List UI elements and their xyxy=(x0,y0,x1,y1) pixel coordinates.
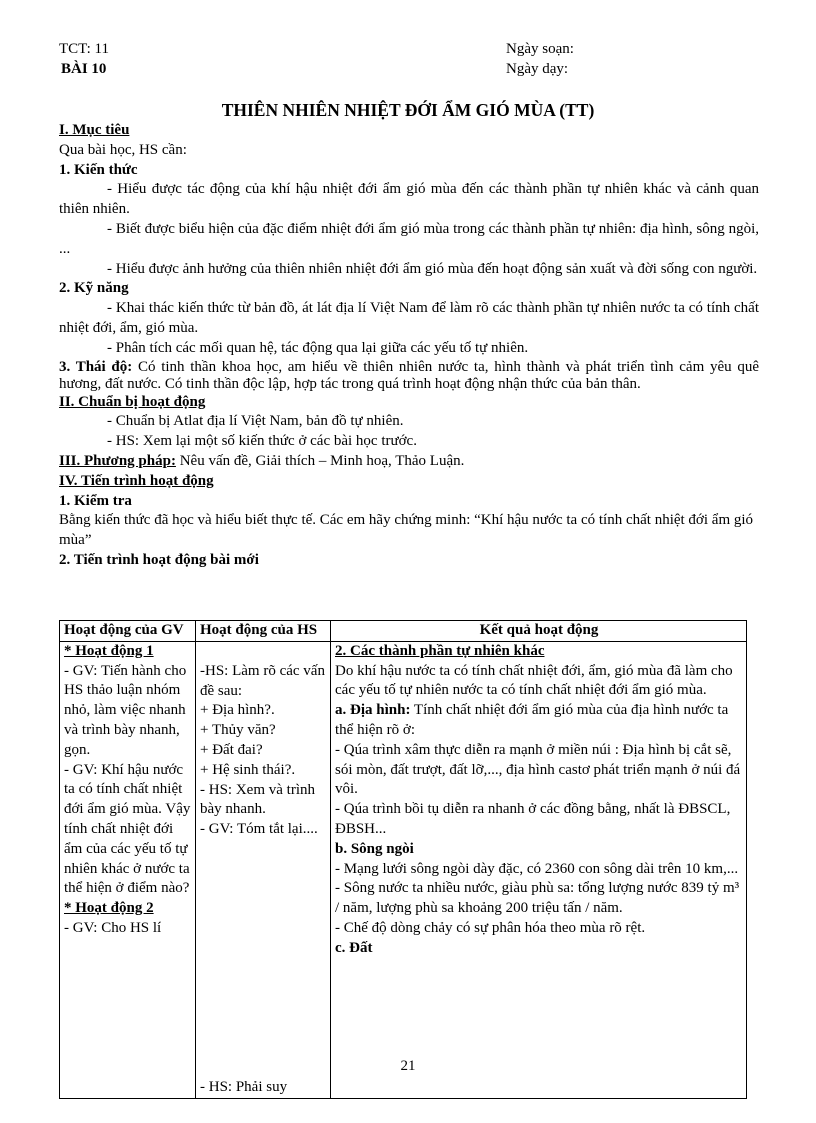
hs-item: + Thủy văn? xyxy=(200,722,276,739)
knowledge-heading: 1. Kiến thức xyxy=(59,161,138,178)
hs-item: + Đất đai? xyxy=(200,741,263,758)
terrain-text: Tính chất nhiệt đới ẩm gió mùa của địa hình nước ta thể hiện rõ ở: xyxy=(335,702,729,738)
rivers-heading: b. Sông ngòi xyxy=(335,840,414,857)
methods-text: Nêu vấn đề, Giải thích – Minh hoạ, Thảo Luận. xyxy=(175,452,465,469)
hs-think: - HS: Phải suy xyxy=(200,1078,288,1095)
attitude-label: 3. Thái độ: xyxy=(59,358,133,375)
process-heading: IV. Tiến trình hoạt động xyxy=(59,472,214,489)
rivers-item: - Chế độ dòng chảy có sự phân hóa theo mùa rõ rệt. xyxy=(335,919,646,936)
results-heading: 2. Các thành phần tự nhiên khác xyxy=(335,642,545,659)
tct-label: TCT: 11 xyxy=(59,41,109,57)
activity-table xyxy=(59,620,747,1099)
knowledge-item: - Hiểu được tác động của khí hậu nhiệt đới ẩm gió mùa đến các thành phần tự nhiên khác và cảnh quan thiên nhiên. xyxy=(59,181,759,218)
table-header-row xyxy=(60,621,747,642)
hs-intro: -HS: Làm rõ các vấn đề sau: xyxy=(200,662,325,699)
check-text: Bằng kiến thức đã học và hiểu biết thực tế. Các em hãy chứng minh: “Khí hậu nước ta có tính chất nhiệt đới ẩm gió mùa” xyxy=(59,512,754,549)
hs-cell xyxy=(196,641,331,1098)
hs-summary: - GV: Tóm tắt lại.... xyxy=(200,821,318,838)
document-body xyxy=(59,121,759,571)
terrain-paragraph xyxy=(335,701,743,741)
table-row xyxy=(60,641,747,1098)
date-taught: Ngày dạy: xyxy=(506,61,569,77)
terrain-item: - Qúa trình xâm thực diễn ra mạnh ở miền núi : Địa hình bị cắt sẽ, sói mòn, đất trượt, đất lỡ,..., địa hình castơ phát triển mạnh ở núi đá vôi. xyxy=(335,741,741,798)
methods-paragraph xyxy=(59,452,759,472)
gv-text: - GV: Tiến hành cho HS thảo luận nhóm nhỏ, làm việc nhanh và trình bày nhanh, gọn. xyxy=(64,662,187,758)
preparation-item: - HS: Xem lại một số kiến thức ở các bài học trước. xyxy=(107,433,417,450)
objectives-heading: I. Mục tiêu xyxy=(59,122,130,138)
header-gv: Hoạt động của GV xyxy=(60,621,196,642)
skills-heading: 2. Kỹ năng xyxy=(59,280,129,297)
preparation-heading: II. Chuẩn bị hoạt động xyxy=(59,393,206,410)
hs-item: + Hệ sinh thái?. xyxy=(200,761,296,778)
lesson-label: BÀI 10 xyxy=(61,61,107,77)
preparation-item: - Chuẩn bị Atlat địa lí Việt Nam, bản đồ tự nhiên. xyxy=(107,413,404,430)
page-title: THIÊN NHIÊN NHIỆT ĐỚI ẨM GIÓ MÙA (TT) xyxy=(221,100,595,120)
methods-label: III. Phương pháp: xyxy=(59,452,176,469)
terrain-item: - Qúa trình bồi tụ diễn ra nhanh ở các đồng bằng, nhất là ĐBSCL, ĐBSH... xyxy=(335,801,731,837)
activity-1-title: * Hoạt động 1 xyxy=(64,642,154,659)
skills-item: - Khai thác kiến thức từ bản đồ, át lát địa lí Việt Nam để làm rõ các thành phần tự nhiên nước ta có tính chất nhiệt đới, ẩm, gió mùa. xyxy=(59,300,759,336)
gv-text: - GV: Cho HS lí xyxy=(64,919,162,936)
objectives-intro: Qua bài học, HS cần: xyxy=(59,141,187,158)
results-intro: Do khí hậu nước ta có tính chất nhiệt đới, ẩm, gió mùa đã làm cho các yếu tố tự nhiên nước ta có tính chất nhiệt đới ẩm gió mùa. xyxy=(335,662,733,699)
terrain-label: a. Địa hình: xyxy=(335,702,411,719)
attitude-paragraph xyxy=(59,359,759,393)
skills-item: - Phân tích các mối quan hệ, tác động qua lại giữa các yếu tố tự nhiên. xyxy=(107,339,529,356)
knowledge-item: - Biết được biểu hiện của đặc điểm nhiệt đới ẩm gió mùa trong các thành phần tự nhiên: địa hình, sông ngòi, ... xyxy=(59,220,759,257)
rivers-item: - Sông nước ta nhiều nước, giàu phù sa: tổng lượng nước 839 tỷ m³ / năm, lượng phù sa khoảng 200 triệu tấn / năm. xyxy=(335,880,740,917)
gv-text: - GV: Khí hậu nước ta có tính chất nhiệt đới ẩm gió mùa. Vậy tính chất nhiệt đới ẩm của các yếu tố tự nhiên khác ở nước ta thể hiện ở điểm nào? xyxy=(64,761,191,897)
check-heading: 1. Kiểm tra xyxy=(59,492,132,509)
date-prepared: Ngày soạn: xyxy=(506,41,574,57)
attitude-text: Có tinh thần khoa học, am hiểu về thiên nhiên nước ta, hình thành và phát triển tình cảm yêu quê hương, đất nước. Có tinh thần độc lập, hợp tác trong quá trình hoạt động nhận thức của bản thân. xyxy=(59,358,759,392)
new-lesson-heading: 2. Tiến trình hoạt động bài mới xyxy=(59,551,259,568)
results-cell xyxy=(331,641,747,1098)
soil-heading: c. Đất xyxy=(335,939,373,956)
page-number: 21 xyxy=(400,1058,416,1074)
header-results: Kết quả hoạt động xyxy=(331,621,747,642)
header-hs: Hoạt động của HS xyxy=(196,621,331,642)
activity-2-title: * Hoạt động 2 xyxy=(64,900,154,917)
knowledge-item: - Hiểu được ảnh hưởng của thiên nhiên nhiệt đới ẩm gió mùa đến hoạt động sản xuất và đời sống con người. xyxy=(107,260,758,277)
hs-item: + Địa hình?. xyxy=(200,702,275,719)
rivers-item: - Mạng lưới sông ngòi dày đặc, có 2360 con sông dài trên 10 km,... xyxy=(335,860,739,877)
gv-cell xyxy=(60,641,196,1098)
hs-present: - HS: Xem và trình bày nhanh. xyxy=(200,781,315,818)
